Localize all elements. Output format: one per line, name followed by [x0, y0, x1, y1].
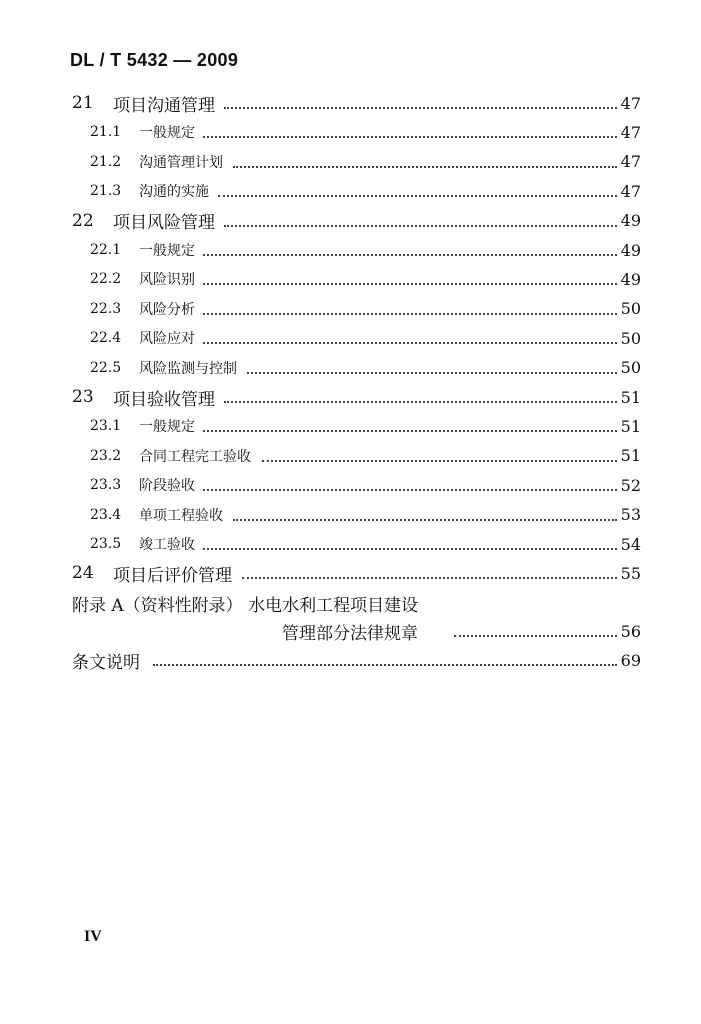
document-code-header: DL / T 5432 — 2009: [70, 50, 239, 70]
toc-entry-number: 23.4: [90, 506, 122, 523]
toc-entry-page-number: 50: [620, 299, 641, 319]
toc-entry-title: 一般规定: [139, 419, 195, 436]
toc-entry-title: 合同工程完工验收: [139, 448, 251, 465]
toc-entry-number: 21.3: [90, 183, 122, 200]
toc-entry[interactable]: [0, 502, 701, 528]
toc-entry-page-number: 47: [620, 152, 641, 172]
toc-entry[interactable]: [0, 355, 701, 381]
leader-dots: [224, 224, 617, 227]
page-folio: IV: [84, 928, 102, 945]
leader-dots: [203, 135, 617, 138]
leader-dots: [218, 194, 617, 197]
notes-title: 条文说明: [72, 652, 140, 673]
leader-dots: [203, 253, 617, 256]
leader-dots: [203, 429, 617, 432]
toc-entry-title: 风险应对: [139, 331, 195, 348]
toc-entry-page-number: 52: [620, 475, 641, 495]
toc-entry-number: 23.3: [90, 477, 122, 494]
toc-entry[interactable]: [0, 325, 701, 351]
leader-dots: [454, 634, 617, 637]
toc-entry-title: 项目后评价管理: [113, 565, 232, 586]
toc-entry-title: 单项工程验收: [139, 507, 223, 524]
toc-entry-page-number: 53: [620, 505, 641, 525]
toc-entry-title: 沟通的实施: [139, 184, 209, 201]
toc-entry-number: 21: [72, 93, 94, 113]
leader-dots: [203, 547, 617, 550]
toc-entry-number: 22.4: [90, 330, 122, 347]
leader-dots: [203, 312, 617, 315]
toc-entry[interactable]: [0, 237, 701, 263]
toc-entry[interactable]: [0, 119, 701, 145]
leader-dots: [247, 371, 617, 374]
toc-entry-page-number: 49: [620, 269, 641, 289]
toc-entry-number: 24: [72, 563, 94, 584]
toc-entry-appendix-a-line2[interactable]: [0, 618, 701, 644]
toc-entry-number: 22: [72, 210, 94, 231]
toc-entry[interactable]: [0, 472, 701, 498]
toc-entry-title: 风险监测与控制: [139, 360, 237, 377]
toc-entry-page-number: 51: [620, 446, 641, 466]
leader-dots: [203, 341, 617, 344]
toc-entry[interactable]: [0, 443, 701, 469]
toc-entry-title: 一般规定: [139, 243, 195, 259]
toc-entry-page-number: 47: [620, 181, 641, 201]
toc-entry-number: 23.2: [90, 447, 122, 464]
toc-entry-number: 21.1: [90, 124, 122, 141]
toc-entry-title: 风险分析: [139, 301, 195, 318]
leader-dots: [203, 488, 617, 491]
toc-entry-title: 项目风险管理: [113, 213, 215, 234]
appendix-page-number: 56: [620, 621, 641, 641]
toc-entry-number: 23.1: [90, 418, 122, 435]
toc-entry-title: 阶段验收: [139, 478, 195, 495]
toc-entry-page-number: 55: [620, 563, 641, 583]
leader-dots: [242, 576, 618, 579]
toc-entry-number: 22.2: [90, 271, 122, 288]
toc-entry-title: 沟通管理计划: [139, 154, 223, 171]
leader-dots: [233, 165, 617, 168]
toc-entry-number: 21.2: [90, 153, 122, 170]
leader-dots: [153, 663, 617, 666]
toc-entry[interactable]: [0, 266, 701, 292]
toc-entry-page-number: 49: [620, 211, 641, 231]
toc-entry[interactable]: [0, 178, 701, 204]
leader-dots: [224, 400, 617, 403]
toc-entry-page-number: 54: [620, 534, 641, 554]
toc-entry[interactable]: [0, 413, 701, 439]
toc-entry[interactable]: [0, 560, 701, 586]
toc-entry-title: 风险识别: [139, 272, 195, 289]
toc-entry-number: 22.5: [90, 359, 122, 376]
toc-entry-notes[interactable]: [0, 647, 701, 673]
toc-entry-title: 一般规定: [139, 125, 195, 142]
toc-entry-number: 23.5: [90, 536, 122, 552]
toc-entry-page-number: 51: [620, 387, 641, 407]
toc-entry[interactable]: [0, 149, 701, 175]
notes-page-number: 69: [620, 650, 641, 670]
leader-dots: [262, 459, 617, 462]
toc-entry-title: 项目沟通管理: [113, 95, 215, 116]
toc-entry[interactable]: [0, 531, 701, 557]
toc-entry-appendix-a[interactable]: [0, 590, 701, 616]
toc-entry-number: 22.1: [90, 242, 122, 258]
toc-entry[interactable]: [0, 90, 701, 116]
toc-entry-page-number: 50: [620, 328, 641, 348]
appendix-title-line2: 管理部分法律规章: [282, 623, 418, 644]
toc-entry-title: 项目验收管理: [113, 389, 215, 410]
toc-entry-page-number: 47: [620, 93, 641, 113]
toc-entry[interactable]: [0, 296, 701, 322]
toc-entry-title: 竣工验收: [139, 537, 195, 553]
toc-entry-page-number: 50: [620, 358, 641, 378]
toc-entry-number: 23: [72, 387, 94, 407]
leader-dots: [224, 106, 617, 109]
toc-entry-page-number: 49: [620, 240, 641, 260]
toc-entry[interactable]: [0, 384, 701, 410]
toc-entry[interactable]: [0, 208, 701, 234]
toc-entry-page-number: 51: [620, 416, 641, 436]
leader-dots: [203, 282, 617, 285]
leader-dots: [233, 518, 617, 521]
toc-entry-page-number: 47: [620, 122, 641, 142]
toc-entry-number: 22.3: [90, 300, 122, 317]
appendix-title-line1: 附录 A（资料性附录） 水电水利工程项目建设: [72, 595, 419, 616]
